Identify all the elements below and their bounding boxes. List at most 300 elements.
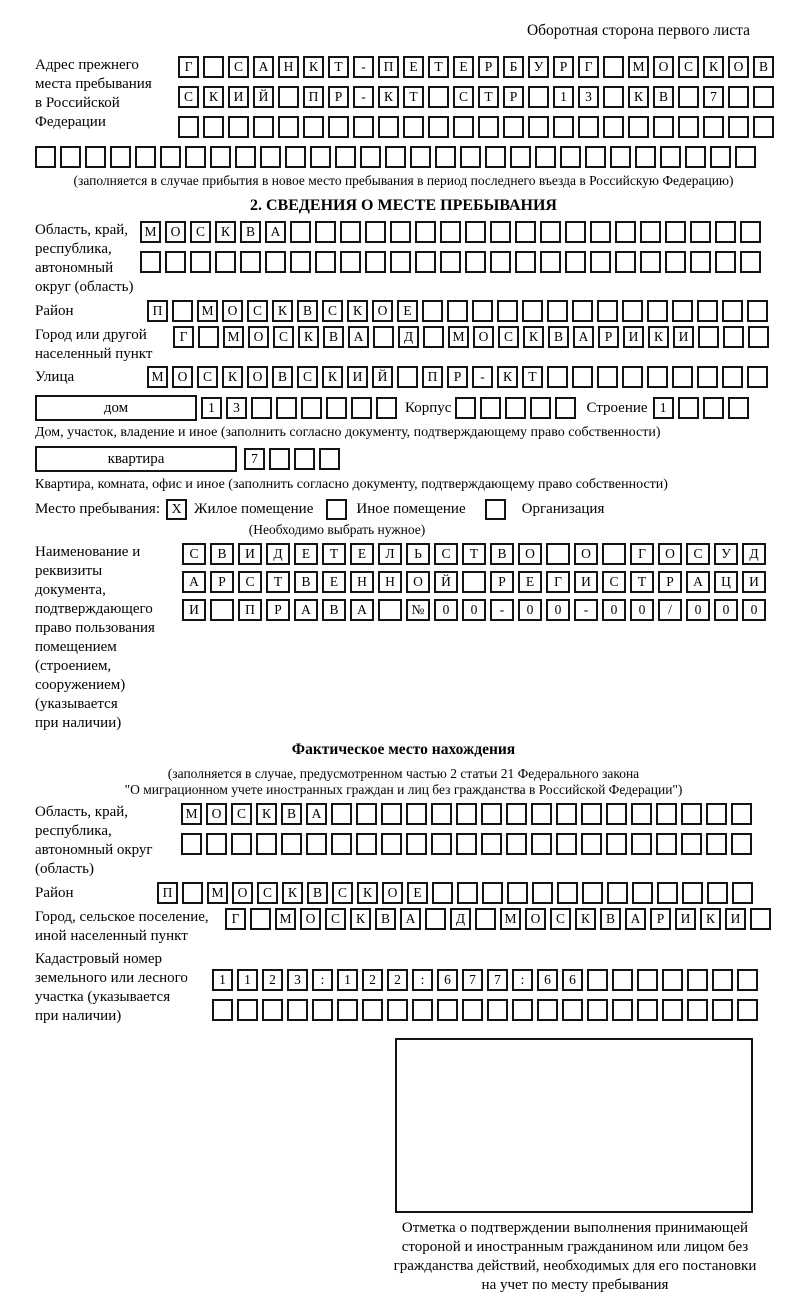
char-box[interactable]: А	[348, 326, 369, 348]
char-box[interactable]	[647, 366, 668, 388]
char-box[interactable]	[647, 300, 668, 322]
char-box[interactable]: С	[182, 543, 206, 565]
char-box[interactable]: В	[375, 908, 396, 930]
char-box[interactable]	[190, 251, 211, 273]
char-box[interactable]	[365, 221, 386, 243]
char-box[interactable]: К	[282, 882, 303, 904]
char-box[interactable]	[260, 146, 281, 168]
char-box[interactable]	[353, 116, 374, 138]
char-box[interactable]: Р	[650, 908, 671, 930]
char-box[interactable]	[490, 221, 511, 243]
char-box[interactable]	[597, 300, 618, 322]
char-box[interactable]	[665, 251, 686, 273]
char-box[interactable]: А	[306, 803, 327, 825]
char-box[interactable]	[750, 908, 771, 930]
char-box[interactable]	[381, 803, 402, 825]
char-box[interactable]	[462, 571, 486, 593]
char-box[interactable]: 6	[562, 969, 583, 991]
char-box[interactable]: К	[700, 908, 721, 930]
char-box[interactable]: В	[600, 908, 621, 930]
char-box[interactable]	[140, 251, 161, 273]
checkbox-zhiloe[interactable]: X	[166, 499, 187, 520]
char-box[interactable]	[732, 882, 753, 904]
char-box[interactable]	[453, 116, 474, 138]
char-box[interactable]: 2	[387, 969, 408, 991]
char-box[interactable]	[385, 146, 406, 168]
char-box[interactable]	[565, 251, 586, 273]
char-box[interactable]: К	[203, 86, 224, 108]
char-box[interactable]	[235, 146, 256, 168]
char-box[interactable]: Ь	[406, 543, 430, 565]
char-box[interactable]: В	[323, 326, 344, 348]
char-box[interactable]	[737, 969, 758, 991]
char-box[interactable]: Т	[328, 56, 349, 78]
char-box[interactable]	[410, 146, 431, 168]
char-box[interactable]	[165, 251, 186, 273]
char-box[interactable]	[678, 116, 699, 138]
char-box[interactable]	[723, 326, 744, 348]
char-box[interactable]: Л	[378, 543, 402, 565]
char-box[interactable]: М	[448, 326, 469, 348]
char-box[interactable]	[656, 833, 677, 855]
char-box[interactable]	[447, 300, 468, 322]
char-box[interactable]: М	[628, 56, 649, 78]
char-box[interactable]	[735, 146, 756, 168]
char-box[interactable]: -	[490, 599, 514, 621]
char-box[interactable]: К	[272, 300, 293, 322]
char-box[interactable]: Т	[428, 56, 449, 78]
char-box[interactable]: К	[222, 366, 243, 388]
char-box[interactable]: И	[238, 543, 262, 565]
char-box[interactable]: А	[253, 56, 274, 78]
char-box[interactable]: Е	[350, 543, 374, 565]
char-box[interactable]	[528, 116, 549, 138]
char-box[interactable]: С	[686, 543, 710, 565]
char-box[interactable]: С	[228, 56, 249, 78]
char-box[interactable]	[228, 116, 249, 138]
char-box[interactable]	[637, 969, 658, 991]
char-box[interactable]	[578, 116, 599, 138]
char-box[interactable]: А	[625, 908, 646, 930]
char-box[interactable]: В	[322, 599, 346, 621]
char-box[interactable]: М	[181, 803, 202, 825]
char-box[interactable]	[290, 251, 311, 273]
char-box[interactable]: К	[575, 908, 596, 930]
char-box[interactable]: Е	[403, 56, 424, 78]
char-box[interactable]: В	[653, 86, 674, 108]
char-box[interactable]	[612, 999, 633, 1021]
char-box[interactable]: С	[453, 86, 474, 108]
char-box[interactable]: А	[182, 571, 206, 593]
char-box[interactable]: П	[378, 56, 399, 78]
char-box[interactable]	[397, 366, 418, 388]
char-box[interactable]: А	[265, 221, 286, 243]
char-box[interactable]	[328, 116, 349, 138]
char-box[interactable]: Й	[434, 571, 458, 593]
char-box[interactable]: -	[574, 599, 598, 621]
char-box[interactable]: О	[728, 56, 749, 78]
char-box[interactable]: С	[322, 300, 343, 322]
char-box[interactable]: 0	[602, 599, 626, 621]
char-box[interactable]: П	[422, 366, 443, 388]
char-box[interactable]	[748, 326, 769, 348]
char-box[interactable]	[497, 300, 518, 322]
char-box[interactable]	[706, 803, 727, 825]
char-box[interactable]: 7	[462, 969, 483, 991]
char-box[interactable]	[515, 251, 536, 273]
char-box[interactable]: Д	[266, 543, 290, 565]
char-box[interactable]	[662, 969, 683, 991]
char-box[interactable]: С	[247, 300, 268, 322]
char-box[interactable]: Г	[578, 56, 599, 78]
char-box[interactable]: 3	[287, 969, 308, 991]
char-box[interactable]: -	[353, 56, 374, 78]
char-box[interactable]	[390, 221, 411, 243]
char-box[interactable]: Г	[178, 56, 199, 78]
char-box[interactable]: Н	[350, 571, 374, 593]
char-box[interactable]	[505, 397, 526, 419]
char-box[interactable]	[337, 999, 358, 1021]
char-box[interactable]: Д	[398, 326, 419, 348]
char-box[interactable]	[510, 146, 531, 168]
char-box[interactable]: :	[412, 969, 433, 991]
char-box[interactable]	[326, 397, 347, 419]
char-box[interactable]	[697, 366, 718, 388]
char-box[interactable]	[198, 326, 219, 348]
char-box[interactable]	[431, 833, 452, 855]
char-box[interactable]: О	[247, 366, 268, 388]
char-box[interactable]: Т	[478, 86, 499, 108]
char-box[interactable]	[315, 251, 336, 273]
char-box[interactable]	[387, 999, 408, 1021]
char-box[interactable]: М	[275, 908, 296, 930]
char-box[interactable]: Т	[266, 571, 290, 593]
char-box[interactable]: Р	[553, 56, 574, 78]
char-box[interactable]: Г	[225, 908, 246, 930]
char-box[interactable]: Е	[322, 571, 346, 593]
char-box[interactable]: Ц	[714, 571, 738, 593]
char-box[interactable]	[703, 116, 724, 138]
char-box[interactable]	[553, 116, 574, 138]
char-box[interactable]: №	[406, 599, 430, 621]
char-box[interactable]	[682, 882, 703, 904]
char-box[interactable]	[182, 882, 203, 904]
char-box[interactable]	[628, 116, 649, 138]
char-box[interactable]	[340, 221, 361, 243]
char-box[interactable]	[660, 146, 681, 168]
char-box[interactable]: И	[228, 86, 249, 108]
char-box[interactable]: В	[307, 882, 328, 904]
char-box[interactable]: С	[325, 908, 346, 930]
char-box[interactable]: Т	[403, 86, 424, 108]
char-box[interactable]: Е	[453, 56, 474, 78]
char-box[interactable]	[622, 300, 643, 322]
char-box[interactable]: Й	[372, 366, 393, 388]
char-box[interactable]: 7	[487, 969, 508, 991]
char-box[interactable]	[381, 833, 402, 855]
char-box[interactable]: Г	[173, 326, 194, 348]
char-box[interactable]: В	[297, 300, 318, 322]
char-box[interactable]	[231, 833, 252, 855]
char-box[interactable]: С	[297, 366, 318, 388]
char-box[interactable]: А	[573, 326, 594, 348]
char-box[interactable]	[185, 146, 206, 168]
char-box[interactable]: 0	[462, 599, 486, 621]
char-box[interactable]: А	[400, 908, 421, 930]
char-box[interactable]	[210, 146, 231, 168]
char-box[interactable]	[715, 221, 736, 243]
char-box[interactable]	[712, 999, 733, 1021]
char-box[interactable]	[531, 833, 552, 855]
char-box[interactable]	[715, 251, 736, 273]
char-box[interactable]: О	[658, 543, 682, 565]
char-box[interactable]: Й	[253, 86, 274, 108]
char-box[interactable]	[301, 397, 322, 419]
char-box[interactable]	[294, 448, 315, 470]
char-box[interactable]: К	[298, 326, 319, 348]
char-box[interactable]: К	[378, 86, 399, 108]
char-box[interactable]: В	[272, 366, 293, 388]
char-box[interactable]	[290, 221, 311, 243]
char-box[interactable]: П	[303, 86, 324, 108]
char-box[interactable]	[731, 803, 752, 825]
char-box[interactable]	[656, 803, 677, 825]
char-box[interactable]	[251, 397, 272, 419]
char-box[interactable]: О	[518, 543, 542, 565]
char-box[interactable]	[406, 833, 427, 855]
char-box[interactable]: О	[232, 882, 253, 904]
char-box[interactable]: С	[434, 543, 458, 565]
char-box[interactable]	[440, 251, 461, 273]
char-box[interactable]: Д	[742, 543, 766, 565]
char-box[interactable]	[278, 116, 299, 138]
char-box[interactable]: К	[303, 56, 324, 78]
char-box[interactable]: К	[648, 326, 669, 348]
char-box[interactable]	[722, 300, 743, 322]
char-box[interactable]: Р	[598, 326, 619, 348]
char-box[interactable]: 2	[362, 969, 383, 991]
char-box[interactable]	[556, 833, 577, 855]
char-box[interactable]	[432, 882, 453, 904]
char-box[interactable]	[465, 221, 486, 243]
char-box[interactable]: Е	[407, 882, 428, 904]
char-box[interactable]	[406, 803, 427, 825]
char-box[interactable]	[60, 146, 81, 168]
char-box[interactable]	[423, 326, 444, 348]
char-box[interactable]: О	[473, 326, 494, 348]
char-box[interactable]	[203, 116, 224, 138]
char-box[interactable]	[85, 146, 106, 168]
char-box[interactable]	[728, 86, 749, 108]
char-box[interactable]	[753, 116, 774, 138]
char-box[interactable]	[440, 221, 461, 243]
char-box[interactable]	[455, 397, 476, 419]
char-box[interactable]: К	[350, 908, 371, 930]
char-box[interactable]: 0	[434, 599, 458, 621]
char-box[interactable]: К	[497, 366, 518, 388]
char-box[interactable]	[457, 882, 478, 904]
char-box[interactable]: С	[332, 882, 353, 904]
char-box[interactable]	[590, 251, 611, 273]
char-box[interactable]: И	[742, 571, 766, 593]
char-box[interactable]: В	[210, 543, 234, 565]
char-box[interactable]: И	[347, 366, 368, 388]
char-box[interactable]	[428, 116, 449, 138]
char-box[interactable]	[632, 882, 653, 904]
char-box[interactable]	[640, 251, 661, 273]
char-box[interactable]: Б	[503, 56, 524, 78]
char-box[interactable]	[587, 969, 608, 991]
char-box[interactable]	[482, 882, 503, 904]
char-box[interactable]: М	[500, 908, 521, 930]
char-box[interactable]	[615, 251, 636, 273]
char-box[interactable]: 0	[714, 599, 738, 621]
char-box[interactable]	[515, 221, 536, 243]
char-box[interactable]: 7	[703, 86, 724, 108]
char-box[interactable]: И	[725, 908, 746, 930]
char-box[interactable]: К	[628, 86, 649, 108]
char-box[interactable]: П	[147, 300, 168, 322]
char-box[interactable]: К	[256, 803, 277, 825]
char-box[interactable]: 0	[742, 599, 766, 621]
char-box[interactable]	[710, 146, 731, 168]
char-box[interactable]: С	[550, 908, 571, 930]
char-box[interactable]	[481, 803, 502, 825]
char-box[interactable]	[507, 882, 528, 904]
char-box[interactable]	[681, 833, 702, 855]
char-box[interactable]	[250, 908, 271, 930]
char-box[interactable]: Р	[447, 366, 468, 388]
char-box[interactable]	[532, 882, 553, 904]
char-box[interactable]: О	[382, 882, 403, 904]
char-box[interactable]: Г	[546, 571, 570, 593]
char-box[interactable]: С	[602, 571, 626, 593]
char-box[interactable]	[456, 833, 477, 855]
char-box[interactable]: С	[238, 571, 262, 593]
char-box[interactable]	[562, 999, 583, 1021]
char-box[interactable]: Е	[518, 571, 542, 593]
char-box[interactable]: В	[294, 571, 318, 593]
char-box[interactable]	[506, 833, 527, 855]
char-box[interactable]: Т	[462, 543, 486, 565]
char-box[interactable]	[135, 146, 156, 168]
char-box[interactable]	[657, 882, 678, 904]
char-box[interactable]	[672, 300, 693, 322]
char-box[interactable]	[319, 448, 340, 470]
char-box[interactable]: А	[294, 599, 318, 621]
char-box[interactable]: И	[574, 571, 598, 593]
char-box[interactable]: О	[574, 543, 598, 565]
char-box[interactable]	[582, 882, 603, 904]
char-box[interactable]	[678, 86, 699, 108]
char-box[interactable]	[365, 251, 386, 273]
char-box[interactable]: С	[231, 803, 252, 825]
char-box[interactable]: Т	[522, 366, 543, 388]
char-box[interactable]	[437, 999, 458, 1021]
char-box[interactable]	[731, 833, 752, 855]
char-box[interactable]: И	[182, 599, 206, 621]
char-box[interactable]	[415, 221, 436, 243]
char-box[interactable]	[612, 969, 633, 991]
char-box[interactable]	[585, 146, 606, 168]
char-box[interactable]	[706, 833, 727, 855]
char-box[interactable]: 6	[437, 969, 458, 991]
char-box[interactable]	[276, 397, 297, 419]
char-box[interactable]	[285, 146, 306, 168]
char-box[interactable]: О	[653, 56, 674, 78]
char-box[interactable]	[690, 251, 711, 273]
char-box[interactable]: У	[714, 543, 738, 565]
char-box[interactable]	[528, 86, 549, 108]
char-box[interactable]	[681, 803, 702, 825]
char-box[interactable]: 1	[553, 86, 574, 108]
char-box[interactable]	[690, 221, 711, 243]
char-box[interactable]	[540, 221, 561, 243]
char-box[interactable]: О	[525, 908, 546, 930]
char-box[interactable]	[265, 251, 286, 273]
char-box[interactable]: Н	[378, 571, 402, 593]
char-box[interactable]	[540, 251, 561, 273]
char-box[interactable]	[665, 221, 686, 243]
char-box[interactable]: А	[686, 571, 710, 593]
char-box[interactable]	[547, 366, 568, 388]
char-box[interactable]	[703, 397, 724, 419]
char-box[interactable]	[685, 146, 706, 168]
char-box[interactable]	[475, 908, 496, 930]
char-box[interactable]: У	[528, 56, 549, 78]
char-box[interactable]: Р	[503, 86, 524, 108]
char-box[interactable]	[637, 999, 658, 1021]
char-box[interactable]	[490, 251, 511, 273]
char-box[interactable]: -	[472, 366, 493, 388]
char-box[interactable]: М	[223, 326, 244, 348]
char-box[interactable]: 0	[630, 599, 654, 621]
char-box[interactable]	[237, 999, 258, 1021]
char-box[interactable]	[555, 397, 576, 419]
char-box[interactable]	[178, 116, 199, 138]
char-box[interactable]	[281, 833, 302, 855]
char-box[interactable]: К	[215, 221, 236, 243]
char-box[interactable]	[602, 543, 626, 565]
char-box[interactable]	[606, 803, 627, 825]
char-box[interactable]	[378, 116, 399, 138]
char-box[interactable]: П	[238, 599, 262, 621]
char-box[interactable]	[160, 146, 181, 168]
char-box[interactable]	[512, 999, 533, 1021]
char-box[interactable]	[565, 221, 586, 243]
char-box[interactable]: О	[222, 300, 243, 322]
char-box[interactable]	[722, 366, 743, 388]
checkbox-organizatsiya[interactable]	[485, 499, 506, 520]
char-box[interactable]	[572, 300, 593, 322]
char-box[interactable]: П	[157, 882, 178, 904]
char-box[interactable]	[572, 366, 593, 388]
char-box[interactable]: 0	[518, 599, 542, 621]
char-box[interactable]: А	[350, 599, 374, 621]
char-box[interactable]	[615, 221, 636, 243]
char-box[interactable]	[487, 999, 508, 1021]
char-box[interactable]: С	[257, 882, 278, 904]
char-box[interactable]	[303, 116, 324, 138]
char-box[interactable]	[653, 116, 674, 138]
char-box[interactable]	[340, 251, 361, 273]
char-box[interactable]	[172, 300, 193, 322]
char-box[interactable]: В	[240, 221, 261, 243]
char-box[interactable]	[331, 803, 352, 825]
char-box[interactable]: Р	[658, 571, 682, 593]
char-box[interactable]	[740, 221, 761, 243]
char-box[interactable]	[607, 882, 628, 904]
